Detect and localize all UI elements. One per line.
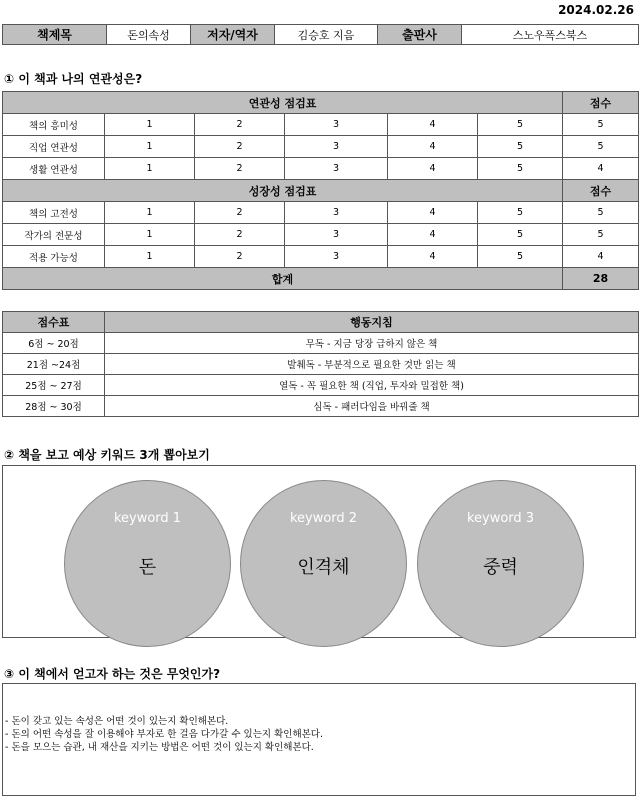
keyword-circle-3 bbox=[417, 480, 584, 647]
relevance-table bbox=[2, 91, 639, 290]
score-value: 5 bbox=[563, 114, 639, 136]
scale-value: 3 bbox=[285, 246, 388, 268]
table-row bbox=[3, 158, 639, 180]
goal-line: - 돈의 어떤 속성을 잘 이용해야 부자로 한 걸음 다가갈 수 있는지 확인해본다. bbox=[5, 729, 323, 740]
table-row bbox=[3, 396, 639, 417]
document-date: 2024.02.26 bbox=[558, 3, 634, 17]
scale-value: 1 bbox=[105, 114, 195, 136]
goal-box bbox=[2, 683, 636, 796]
action-guide: 무독 - 지금 당장 급하지 않은 책 bbox=[105, 333, 639, 354]
author-label: 저자/역자 bbox=[191, 25, 275, 45]
scale-value: 4 bbox=[388, 158, 478, 180]
table-row bbox=[3, 202, 639, 224]
scale-value: 4 bbox=[388, 114, 478, 136]
score-value: 4 bbox=[563, 158, 639, 180]
scale-value: 5 bbox=[478, 158, 563, 180]
scale-value: 3 bbox=[285, 114, 388, 136]
goal-line: - 돈을 모으는 습관, 내 재산을 지키는 방법은 어떤 것이 있는지 확인해본다. bbox=[5, 742, 314, 753]
keyword-word-2: 인격체 bbox=[297, 557, 350, 578]
scale-value: 5 bbox=[478, 224, 563, 246]
scale-value: 2 bbox=[195, 136, 285, 158]
criteria-label: 적용 가능성 bbox=[3, 246, 105, 268]
guide-action-header: 행동지침 bbox=[105, 312, 639, 333]
scale-value: 1 bbox=[105, 246, 195, 268]
keyword-circle-1 bbox=[64, 480, 231, 647]
total-row bbox=[3, 268, 639, 290]
score-value: 4 bbox=[563, 246, 639, 268]
score-range: 6점 ~ 20점 bbox=[3, 333, 105, 354]
relevance-header-row bbox=[3, 92, 639, 114]
scale-value: 3 bbox=[285, 158, 388, 180]
scale-value: 5 bbox=[478, 114, 563, 136]
criteria-label: 직업 연관성 bbox=[3, 136, 105, 158]
publisher-value: 스노우폭스북스 bbox=[462, 25, 639, 45]
growth-header: 성장성 점검표 bbox=[3, 180, 563, 202]
criteria-label: 책의 흥미성 bbox=[3, 114, 105, 136]
score-header: 점수 bbox=[563, 92, 639, 114]
action-guide: 열독 - 꼭 필요한 책 (직업, 투자와 밀접한 책) bbox=[105, 375, 639, 396]
scale-value: 1 bbox=[105, 202, 195, 224]
scale-value: 2 bbox=[195, 246, 285, 268]
keyword-word-3: 중력 bbox=[483, 557, 518, 578]
scale-value: 2 bbox=[195, 224, 285, 246]
table-row bbox=[3, 375, 639, 396]
score-range: 28점 ~ 30점 bbox=[3, 396, 105, 417]
section1-heading: ① 이 책과 나의 연관성은? bbox=[4, 72, 143, 86]
keyword-label-1: keyword 1 bbox=[113, 511, 182, 526]
score-guide-body bbox=[3, 312, 639, 417]
book-info-table bbox=[2, 24, 639, 45]
score-header: 점수 bbox=[563, 180, 639, 202]
table-row bbox=[3, 246, 639, 268]
scale-value: 1 bbox=[105, 158, 195, 180]
goal-lines bbox=[5, 715, 323, 754]
total-label: 합계 bbox=[3, 268, 563, 290]
scale-value: 2 bbox=[195, 158, 285, 180]
scale-value: 4 bbox=[388, 136, 478, 158]
keyword-circle-2 bbox=[240, 480, 407, 647]
scale-value: 2 bbox=[195, 114, 285, 136]
total-value: 28 bbox=[563, 268, 639, 290]
scale-value: 4 bbox=[388, 246, 478, 268]
score-value: 5 bbox=[563, 202, 639, 224]
author-value: 김승호 지음 bbox=[275, 25, 378, 45]
action-guide: 심독 - 패러다임을 바꿔줄 책 bbox=[105, 396, 639, 417]
guide-score-header: 점수표 bbox=[3, 312, 105, 333]
relevance-table-body bbox=[3, 92, 639, 290]
score-guide-table bbox=[2, 311, 639, 417]
keyword-box bbox=[2, 465, 636, 638]
score-range: 25점 ~ 27점 bbox=[3, 375, 105, 396]
scale-value: 4 bbox=[388, 202, 478, 224]
score-value: 5 bbox=[563, 224, 639, 246]
keyword-word-1: 돈 bbox=[138, 557, 157, 578]
keyword-label-2: keyword 2 bbox=[289, 511, 358, 526]
action-guide: 발췌독 - 부분적으로 필요한 것만 읽는 책 bbox=[105, 354, 639, 375]
scale-value: 1 bbox=[105, 224, 195, 246]
guide-header-row bbox=[3, 312, 639, 333]
table-row bbox=[3, 354, 639, 375]
goal-line: - 돈이 갖고 있는 속성은 어떤 것이 있는지 확인해본다. bbox=[5, 716, 229, 727]
table-row bbox=[3, 114, 639, 136]
title-value: 돈의속성 bbox=[107, 25, 191, 45]
criteria-label: 책의 고전성 bbox=[3, 202, 105, 224]
scale-value: 5 bbox=[478, 246, 563, 268]
scale-value: 2 bbox=[195, 202, 285, 224]
growth-header-row bbox=[3, 180, 639, 202]
table-row bbox=[3, 333, 639, 354]
scale-value: 3 bbox=[285, 202, 388, 224]
relevance-header: 연관성 점검표 bbox=[3, 92, 563, 114]
publisher-label: 출판사 bbox=[378, 25, 462, 45]
section3-heading: ③ 이 책에서 얻고자 하는 것은 무엇인가? bbox=[4, 667, 221, 681]
score-range: 21점 ~24점 bbox=[3, 354, 105, 375]
keyword-label-3: keyword 3 bbox=[466, 511, 535, 526]
criteria-label: 생활 연관성 bbox=[3, 158, 105, 180]
scale-value: 5 bbox=[478, 202, 563, 224]
scale-value: 3 bbox=[285, 136, 388, 158]
table-row bbox=[3, 224, 639, 246]
scale-value: 3 bbox=[285, 224, 388, 246]
score-value: 5 bbox=[563, 136, 639, 158]
scale-value: 5 bbox=[478, 136, 563, 158]
section2-heading: ② 책을 보고 예상 키워드 3개 뽑아보기 bbox=[4, 448, 210, 462]
table-row bbox=[3, 136, 639, 158]
scale-value: 1 bbox=[105, 136, 195, 158]
criteria-label: 작가의 전문성 bbox=[3, 224, 105, 246]
scale-value: 4 bbox=[388, 224, 478, 246]
title-label: 책제목 bbox=[3, 25, 107, 45]
